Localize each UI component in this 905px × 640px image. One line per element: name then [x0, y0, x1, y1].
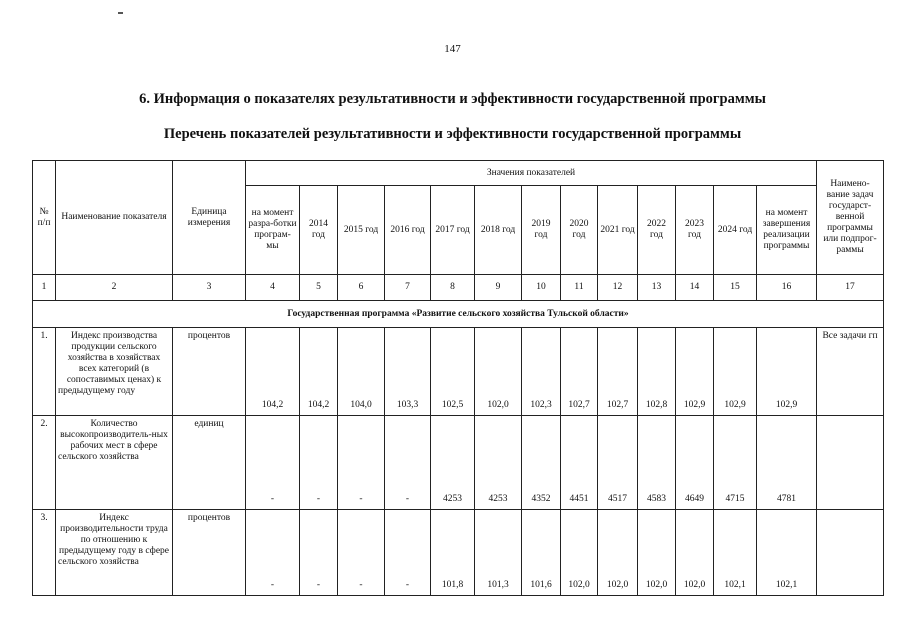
- value-cell: 4649: [676, 416, 714, 510]
- goal-cell: [817, 416, 884, 510]
- value-cell: 102,8: [638, 328, 676, 416]
- value-cell: 104,2: [300, 328, 338, 416]
- value-cell: 4517: [598, 416, 638, 510]
- value-cell: 102,9: [757, 328, 817, 416]
- value-cell: 102,7: [561, 328, 598, 416]
- value-cell: -: [246, 416, 300, 510]
- column-number: 12: [598, 275, 638, 301]
- value-cell: 102,7: [598, 328, 638, 416]
- value-cell: 102,5: [431, 328, 475, 416]
- value-cell: 104,2: [246, 328, 300, 416]
- value-cell: 102,1: [757, 510, 817, 596]
- indicator-name: Индекс производства продукции сельского хозяйства в хозяйствах всех категорий (в сопоставимых ценах) к предыдущему году: [56, 328, 173, 416]
- value-cell: 4352: [522, 416, 561, 510]
- goal-cell: Все задачи гп: [817, 328, 884, 416]
- value-cell: 4253: [475, 416, 522, 510]
- section-heading: 6. Информация о показателях результативности и эффективности государственной программы: [139, 91, 766, 107]
- value-cell: 101,3: [475, 510, 522, 596]
- column-number: 10: [522, 275, 561, 301]
- header-year: 2017 год: [431, 186, 475, 275]
- value-cell: 4715: [714, 416, 757, 510]
- program-title: Государственная программа «Развитие сельского хозяйства Тульской области»: [33, 301, 884, 328]
- value-cell: 102,0: [638, 510, 676, 596]
- page-number: 147: [444, 43, 461, 55]
- value-cell: 4451: [561, 416, 598, 510]
- column-number: 6: [338, 275, 385, 301]
- value-cell: 102,0: [561, 510, 598, 596]
- value-cell: -: [300, 416, 338, 510]
- column-number: 1: [33, 275, 56, 301]
- table-row: [33, 328, 884, 416]
- column-number: 17: [817, 275, 884, 301]
- column-number: 9: [475, 275, 522, 301]
- value-cell: 103,3: [385, 328, 431, 416]
- row-index: 2.: [33, 416, 56, 510]
- value-cell: 101,6: [522, 510, 561, 596]
- header-year: 2024 год: [714, 186, 757, 275]
- column-number: 11: [561, 275, 598, 301]
- table-title: Перечень показателей результативности и эффективности государственной программы: [163, 126, 742, 142]
- value-cell: 101,8: [431, 510, 475, 596]
- value-cell: -: [300, 510, 338, 596]
- column-number: 16: [757, 275, 817, 301]
- row-index: 1.: [33, 328, 56, 416]
- row-index: 3.: [33, 510, 56, 596]
- header-year: 2022 год: [638, 186, 676, 275]
- column-numbers-row: [33, 275, 884, 301]
- header-year: 2019 год: [522, 186, 561, 275]
- column-number: 7: [385, 275, 431, 301]
- column-number: 15: [714, 275, 757, 301]
- header-year: 2020 год: [561, 186, 598, 275]
- indicator-name: Индекс производительности труда по отношению к предыдущему году в сфере сельского хозяйства: [56, 510, 173, 596]
- value-cell: 104,0: [338, 328, 385, 416]
- program-title-row: [33, 301, 884, 328]
- column-number: 4: [246, 275, 300, 301]
- value-cell: 102,1: [714, 510, 757, 596]
- value-cell: 102,3: [522, 328, 561, 416]
- indicators-table: [32, 160, 884, 596]
- value-cell: 102,9: [714, 328, 757, 416]
- header-year: 2021 год: [598, 186, 638, 275]
- column-number: 3: [173, 275, 246, 301]
- column-number: 13: [638, 275, 676, 301]
- indicator-unit: процентов: [173, 510, 246, 596]
- header-year: 2023 год: [676, 186, 714, 275]
- header-name: Наименование показателя: [56, 161, 173, 275]
- value-cell: 102,0: [475, 328, 522, 416]
- value-cell: 4583: [638, 416, 676, 510]
- value-cell: -: [338, 416, 385, 510]
- table-row: [33, 416, 884, 510]
- value-cell: -: [246, 510, 300, 596]
- indicator-unit: процентов: [173, 328, 246, 416]
- column-number: 14: [676, 275, 714, 301]
- value-cell: 4253: [431, 416, 475, 510]
- header-year: 2016 год: [385, 186, 431, 275]
- stray-scan-mark: [118, 12, 123, 14]
- value-cell: 4781: [757, 416, 817, 510]
- value-cell: 102,0: [676, 510, 714, 596]
- header-unit: Единица измерения: [173, 161, 246, 275]
- value-cell: 102,9: [676, 328, 714, 416]
- goal-cell: [817, 510, 884, 596]
- header-year: 2014 год: [300, 186, 338, 275]
- header-num: № п/п: [33, 161, 56, 275]
- header-initial: на момент разра-ботки програм-мы: [246, 186, 300, 275]
- header-goal: Наимено-вание задач государст-венной программы или подпрог-раммы: [817, 161, 884, 275]
- indicator-unit: единиц: [173, 416, 246, 510]
- value-cell: -: [385, 416, 431, 510]
- header-year: 2015 год: [338, 186, 385, 275]
- value-cell: 102,0: [598, 510, 638, 596]
- header-year: 2018 год: [475, 186, 522, 275]
- header-values-group: Значения показателей: [246, 161, 817, 186]
- value-cell: -: [385, 510, 431, 596]
- indicator-name: Количество высокопроизводитель-ных рабочих мест в сфере сельского хозяйства: [56, 416, 173, 510]
- column-number: 8: [431, 275, 475, 301]
- header-row-top: [33, 161, 884, 186]
- header-final: на момент завершения реализации программы: [757, 186, 817, 275]
- table-row: [33, 510, 884, 596]
- column-number: 5: [300, 275, 338, 301]
- column-number: 2: [56, 275, 173, 301]
- value-cell: -: [338, 510, 385, 596]
